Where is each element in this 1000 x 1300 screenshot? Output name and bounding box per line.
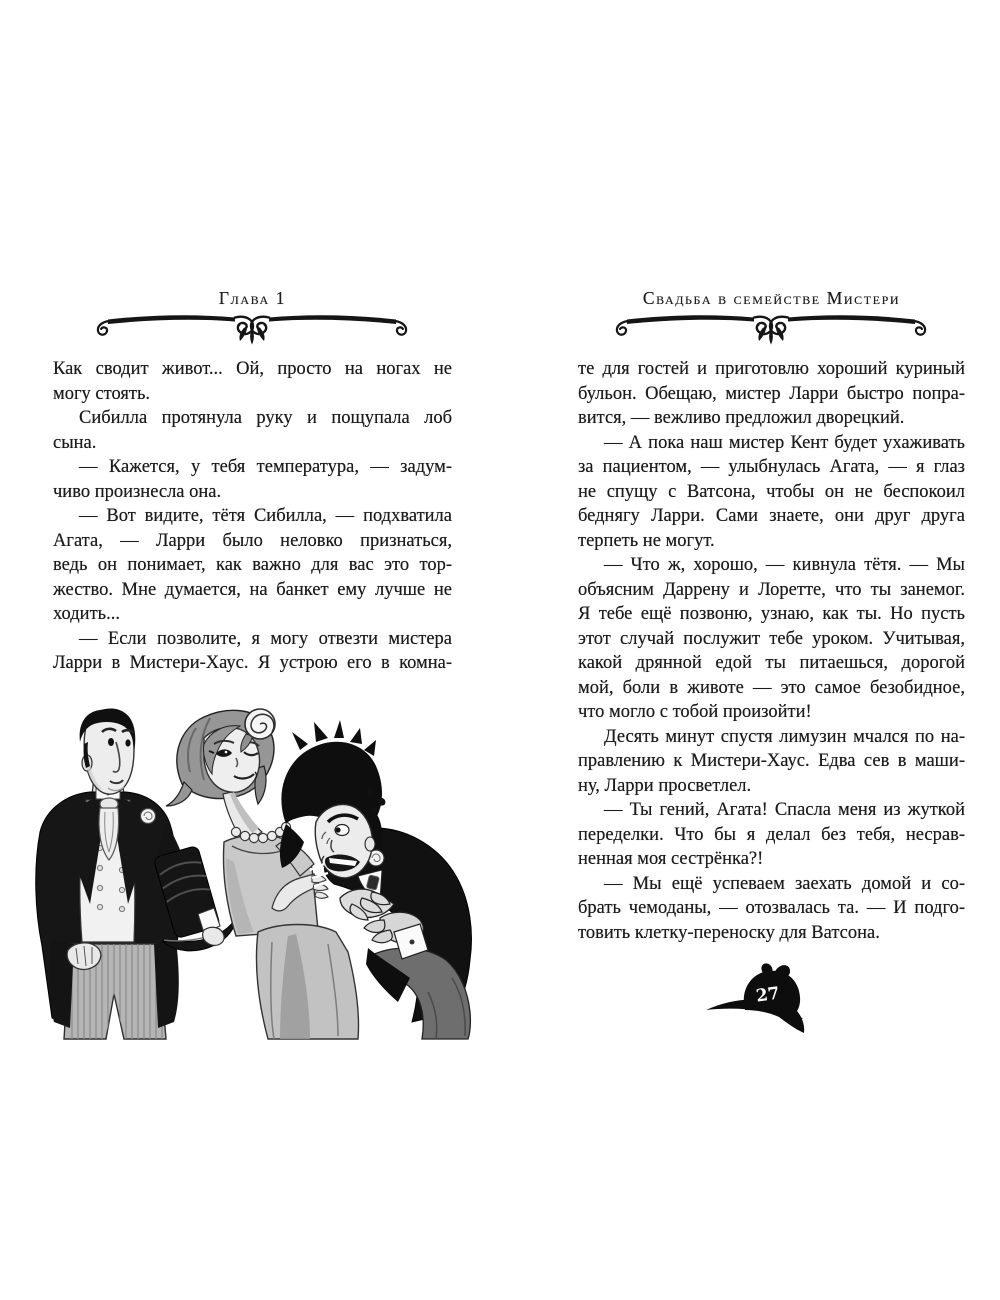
text-line: бульон. Обещаю, мистер Ларри быстро попра- bbox=[578, 383, 965, 404]
text-line: вится, — вежливо предложил дворецкий. bbox=[578, 408, 905, 428]
text-line: брать чемоданы, — отозвалась та. — И подго- bbox=[578, 898, 965, 918]
text-line: Агата, — Ларри было неловко признаться, bbox=[53, 530, 452, 551]
text-line: — А пока наш мистер Кент будет ухаживать bbox=[604, 432, 965, 453]
text-line: Как сводит живот... Ой, просто на ногах не bbox=[53, 359, 452, 379]
text-line: — Вот видите, тётя Сибилла, — подхватила bbox=[79, 506, 452, 526]
text-line: ну, Ларри просветлел. bbox=[578, 775, 752, 796]
text-line: переделки. Что бы я делал без тебя, несрав- bbox=[578, 824, 965, 845]
text-line: что могло с тобой произойти! bbox=[578, 702, 812, 722]
text-line: — Если позволите, я могу отвезти мистера bbox=[79, 628, 452, 649]
text-line: товить клетку-переноску для Ватсона. bbox=[578, 922, 880, 943]
text-line: Сибилла протянула руку и пощупала лоб bbox=[79, 408, 452, 428]
right-page-text bbox=[578, 357, 965, 945]
text-line: чиво произнесла она. bbox=[53, 481, 222, 502]
text-line: ведь он понимает, как важно для вас это тор- bbox=[53, 555, 452, 575]
text-line: могу стоять. bbox=[53, 383, 151, 404]
text-line: сына. bbox=[53, 432, 97, 453]
page-number: 27 bbox=[754, 983, 781, 1007]
text-line: объясним Даррену и Лоретте, что ты занемог. bbox=[578, 579, 965, 600]
text-line: — Кажется, у тебя температура, — задум- bbox=[79, 457, 452, 477]
deerstalker-hat-page-ornament bbox=[702, 960, 814, 1042]
text-line: за пациентом, — улыбнулась Агата, — я глаз bbox=[578, 457, 965, 477]
text-line: Ларри в Мистери-Хаус. Я устрою его в комна- bbox=[53, 653, 452, 673]
text-line: не спущу с Ватсона, чтобы он не беспокоил bbox=[578, 481, 965, 502]
chapter-flourish-icon bbox=[611, 310, 931, 346]
text-line: этот случай послужит тебе уроком. Учитывая, bbox=[578, 628, 965, 649]
text-line: ненная моя сестрёнка?! bbox=[578, 849, 764, 869]
text-line: беднягу Ларри. Сами знаете, они друг друга bbox=[578, 506, 965, 526]
left-page-header: Глава 1 bbox=[218, 288, 287, 308]
text-line: — Ты гений, Агата! Спасла меня из жуткой bbox=[604, 800, 965, 820]
text-line: ходить... bbox=[53, 604, 120, 624]
text-line: — Мы ещё успеваем заехать домой и со- bbox=[604, 873, 965, 894]
text-line: те для гостей и приготовлю хороший куриный bbox=[578, 359, 965, 379]
text-line: мой, боли в животе — это самое безобидное, bbox=[578, 677, 965, 698]
text-line: какой дрянной едой ты питаешься, дорогой bbox=[578, 653, 965, 673]
text-line: жество. Мне думается, на банкет ему лучше не bbox=[53, 579, 452, 600]
text-line: правлению к Мистери-Хаус. Едва сев в маши- bbox=[578, 751, 965, 771]
right-page-header: Свадьба в семействе Мистери bbox=[642, 288, 901, 308]
text-line: терпеть не могут. bbox=[578, 530, 715, 551]
text-line: Десять минут спустя лимузин мчался по на- bbox=[604, 726, 965, 747]
text-line: — Что ж, хорошо, — кивнула тётя. — Мы bbox=[604, 555, 965, 575]
text-line: Я тебе ещё позвоню, узнаю, как ты. Но пусть bbox=[578, 604, 965, 624]
